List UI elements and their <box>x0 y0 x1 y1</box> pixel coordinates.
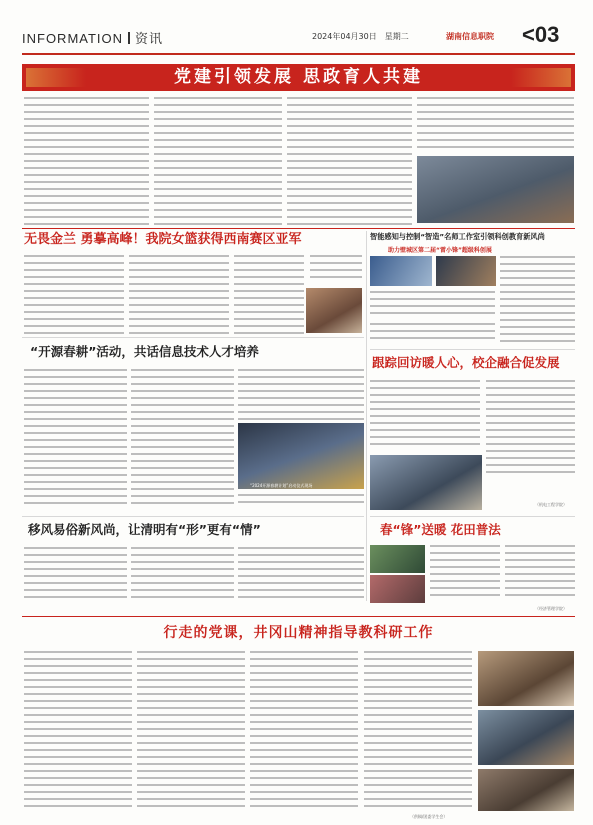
jgs-col2 <box>137 651 245 811</box>
followup-photo <box>370 455 482 510</box>
divider <box>22 337 364 338</box>
followup-col2 <box>486 380 575 480</box>
section-zh: 资讯 <box>135 31 164 46</box>
issue-date: 2024年04月30日 星期二 <box>312 32 409 41</box>
page-header <box>22 22 575 58</box>
divider <box>370 349 575 350</box>
followup-col1 <box>370 380 480 450</box>
paper-name: 湖南信息职院 <box>446 32 494 41</box>
studio-col2 <box>500 256 575 346</box>
headline-basketball: 无畏金兰 勇摹高峰！我院女篮获得西南赛区亚军 <box>24 232 302 247</box>
spring-photo-1 <box>370 545 425 573</box>
party-photo <box>417 156 574 223</box>
spring-col2 <box>505 545 575 605</box>
page-number: <03 <box>522 22 560 47</box>
opensource-col3 <box>238 369 364 421</box>
opensource-photo <box>238 423 364 489</box>
header-rule <box>22 53 575 55</box>
opensource-col4 <box>238 494 364 514</box>
top-banner: 党建引领发展 思政育人共建 <box>22 64 575 91</box>
divider <box>370 516 575 517</box>
headline-followup: 跟踪回访暖人心，校企融合促发展 <box>372 355 560 370</box>
jgs-photo-2 <box>478 710 574 765</box>
headline-spring: 春“锋”送暖 花田普法 <box>380 522 501 537</box>
headline-qingming: 移风易俗新风尚，让清明有“形”更有“情” <box>28 522 261 537</box>
basketball-col3 <box>234 255 304 335</box>
divider <box>22 516 364 517</box>
opensource-col1 <box>24 369 127 509</box>
bottom-headline: 行走的党课，井冈山精神指导教科研工作 <box>163 625 434 641</box>
jgs-col4 <box>364 651 472 811</box>
party-article-col1 <box>24 97 149 225</box>
basketball-col2 <box>129 255 229 335</box>
column-divider <box>366 231 367 601</box>
jgs-photo-1 <box>478 651 574 706</box>
basketball-col1 <box>24 255 124 335</box>
basketball-col4 <box>310 255 362 285</box>
divider <box>22 616 575 617</box>
jgs-col1 <box>24 651 132 811</box>
party-article-col3 <box>287 97 412 225</box>
qingming-col1 <box>24 547 127 607</box>
spring-photo-2 <box>370 575 425 603</box>
opensource-photo-caption: “2024开源春耕计划”启动仪式现场 <box>250 483 313 488</box>
spring-caption: （经济管理学院） <box>535 606 567 611</box>
party-article-col2 <box>154 97 282 225</box>
studio-col3 <box>370 323 495 345</box>
followup-caption: （机电工程学院） <box>535 502 567 507</box>
jgs-col3 <box>250 651 358 811</box>
divider-bar <box>128 32 130 44</box>
spring-col1 <box>430 545 500 605</box>
divider <box>22 228 575 229</box>
opensource-col2 <box>131 369 234 509</box>
jgs-caption: （供稿/团委学生会） <box>410 814 448 819</box>
jgs-photo-3 <box>478 769 574 811</box>
headline-opensource: “开源春耕”活动，共话信息技术人才培养 <box>30 344 259 359</box>
studio-photo-2 <box>436 256 496 286</box>
subhead-studio: 助力壁城区第二届“雷小锋”超级科创展 <box>388 247 492 254</box>
qingming-col3 <box>238 547 364 607</box>
qingming-col2 <box>131 547 234 607</box>
basketball-photo <box>306 288 362 333</box>
studio-col1 <box>370 291 495 321</box>
party-article-col4 <box>417 97 574 152</box>
section-en: INFORMATION <box>22 31 124 46</box>
section-label <box>22 28 163 47</box>
headline-studio: 智能感知与控制“智造”名师工作室引领科创教育新风尚 <box>370 232 545 241</box>
studio-photo-1 <box>370 256 432 286</box>
